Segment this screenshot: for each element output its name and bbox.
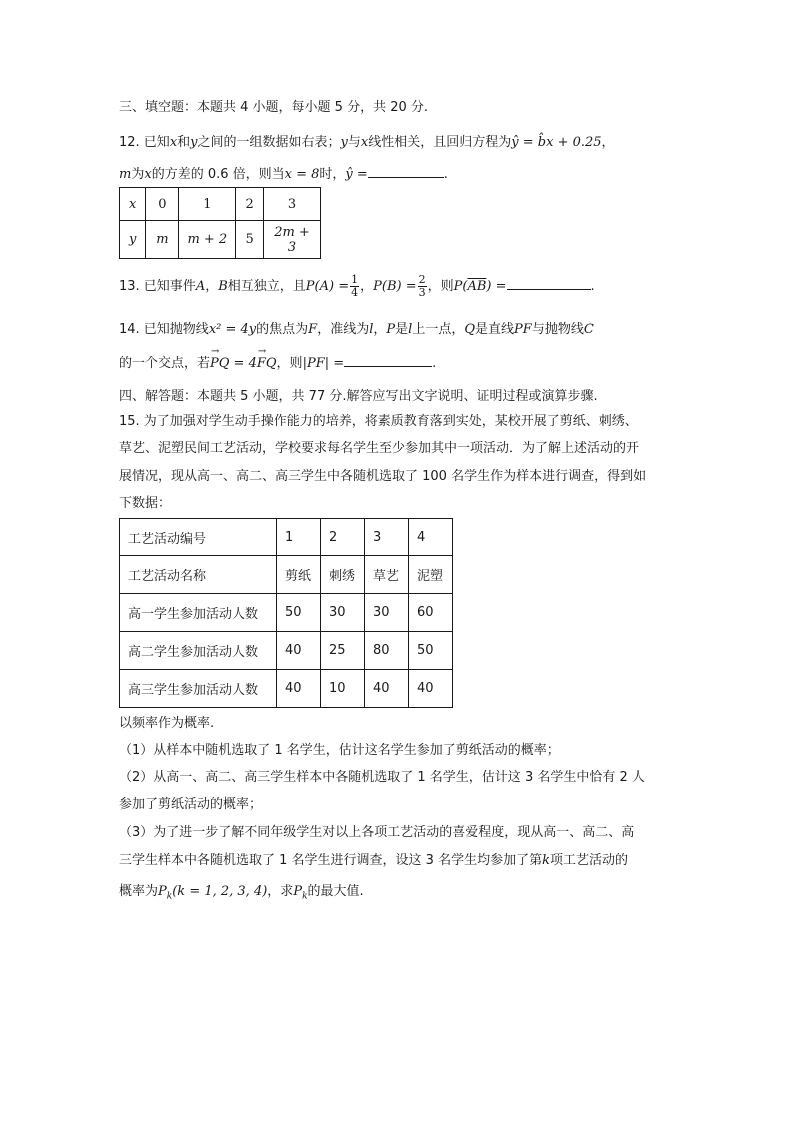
- question-12-line-2: m为x的方差的 0.6 倍，则当x = 8时，ŷ = .: [119, 167, 448, 182]
- vector-fq: → FQ: [257, 356, 277, 371]
- table-cell: 3: [365, 519, 409, 556]
- table-cell: y: [120, 221, 146, 259]
- table-cell: 剪纸: [277, 556, 321, 594]
- table-cell: 0: [146, 188, 179, 221]
- fraction-one-quarter: $\frac{1}{4}$: [351, 273, 359, 299]
- table-cell: 2m + 3: [264, 221, 321, 259]
- table-cell: 草艺: [365, 556, 409, 594]
- question-14-line-1: 14. 已知抛物线x² = 4y的焦点为F，准线为l，P是l上一点，Q是直线PF与抛物线C: [119, 322, 594, 337]
- table-cell: m: [146, 221, 179, 259]
- part-2-line-1: （2）从高一、高二、高三学生样本中各随机选取了 1 名学生，估计这 3 名学生中恰有 2 人: [119, 770, 645, 785]
- table-cell: 40: [365, 670, 409, 708]
- table-cell: 工艺活动编号: [120, 519, 277, 556]
- part-3-line-1: （3）为了进一步了解不同年级学生对以上各项工艺活动的喜爱程度，现从高一、高二、高: [119, 825, 635, 840]
- question-15-line-2: 草艺、泥塑民间工艺活动，学校要求每名学生至少参加其中一项活动．为了解上述活动的开: [119, 441, 640, 456]
- table-cell: 5: [236, 221, 264, 259]
- frequency-note: 以频率作为概率.: [119, 716, 215, 731]
- table-cell: 4: [409, 519, 453, 556]
- table-cell: 1: [277, 519, 321, 556]
- table-cell: 60: [409, 594, 453, 632]
- table-cell: 2: [321, 519, 365, 556]
- table-cell: 高三学生参加活动人数: [120, 670, 277, 708]
- section-4-heading: 四、解答题：本题共 5 小题，共 77 分.解答应写出文字说明、证明过程或演算步骤.: [119, 389, 598, 404]
- table-cell: 40: [277, 632, 321, 670]
- table-cell: 泥塑: [409, 556, 453, 594]
- table-cell: 2: [236, 188, 264, 221]
- answer-blank-13: [507, 277, 591, 290]
- vector-pq: → PQ: [210, 356, 229, 371]
- activity-table: [119, 518, 453, 708]
- part-2-line-2: 参加了剪纸活动的概率；: [119, 797, 263, 812]
- fraction-two-thirds: $\frac{2}{3}$: [418, 273, 426, 299]
- table-cell: 10: [321, 670, 365, 708]
- question-14-line-2: 的一个交点，若→ PQ = 4→ FQ，则|PF| = .: [119, 352, 436, 371]
- part-3-line-2: 三学生样本中各随机选取了 1 名学生进行调查，设这 3 名学生均参加了第k项工艺活动的: [119, 853, 628, 868]
- table-cell: 30: [365, 594, 409, 632]
- table-cell: 40: [409, 670, 453, 708]
- answer-blank-12: [368, 165, 444, 178]
- table-cell: 高二学生参加活动人数: [120, 632, 277, 670]
- table-cell: 40: [277, 670, 321, 708]
- answer-blank-14: [344, 354, 432, 367]
- table-cell: 高一学生参加活动人数: [120, 594, 277, 632]
- table-cell: 刺绣: [321, 556, 365, 594]
- question-12-line-1: 12. 已知x和y之间的一组数据如右表；y与x线性相关，且回归方程为ŷ = b̂x + 0.25，: [119, 135, 615, 150]
- section-3-heading: 三、填空题：本题共 4 小题，每小题 5 分，共 20 分.: [119, 100, 429, 115]
- question-15-line-4: 下数据：: [119, 496, 172, 511]
- data-table-xy: [119, 187, 321, 259]
- table-cell: 25: [321, 632, 365, 670]
- table-cell: 80: [365, 632, 409, 670]
- table-cell: 1: [179, 188, 236, 221]
- table-cell: 30: [321, 594, 365, 632]
- table-cell: 50: [409, 632, 453, 670]
- part-3-line-3: 概率为$P_k(k = 1$, 2, 3, 4)，求$P_k$的最大值.: [119, 884, 364, 902]
- table-cell: 50: [277, 594, 321, 632]
- table-cell: m + 2: [179, 221, 236, 259]
- regression-equation: ŷ = b̂x + 0.25: [511, 135, 602, 150]
- table-cell: 工艺活动名称: [120, 556, 277, 594]
- question-15-line-3: 展情况，现从高一、高二、高三学生中各随机选取了 100 名学生作为样本进行调查，得到如: [119, 469, 647, 484]
- question-15-line-1: 15. 为了加强对学生动手操作能力的培养，将素质教育落到实处，某校开展了剪纸、刺绣、: [119, 414, 638, 429]
- table-cell: 3: [264, 188, 321, 221]
- part-1: （1）从样本中随机选取了 1 名学生，估计这名学生参加了剪纸活动的概率；: [119, 743, 560, 758]
- question-13: 13. 已知事件A，B相互独立，且P(A) = $\frac{1}{4}$ ，P(B) = $\frac{2}{3}$ ，则$P(\overline{AB})$ = .: [119, 273, 595, 299]
- table-cell: x: [120, 188, 146, 221]
